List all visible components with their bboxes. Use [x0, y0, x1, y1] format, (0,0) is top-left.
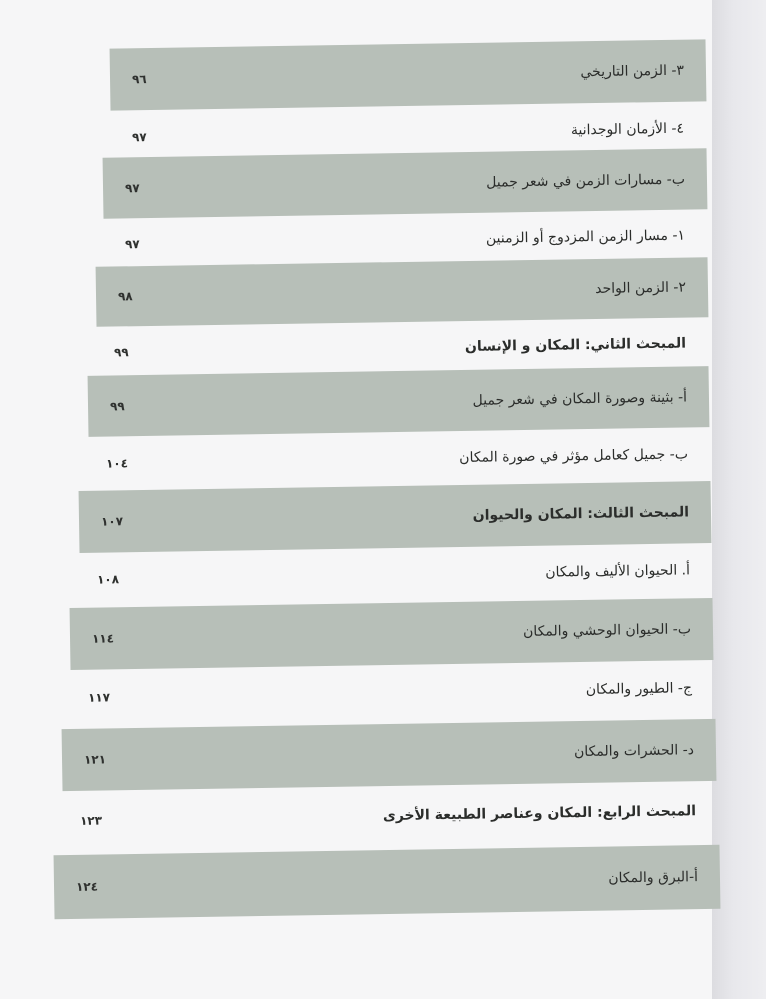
toc-entry-page: ١٠٧ [100, 514, 124, 529]
toc-heading-title: المبحث الرابع: المكان وعناصر الطبيعة الأخرى [382, 803, 697, 825]
toc-entry-title: أ- بثينة وصورة المكان في شعر جميل [472, 388, 688, 409]
toc-entry-page: ١١٧ [87, 690, 111, 705]
toc-entry-title: ب- مسارات الزمن في شعر جميل [486, 171, 686, 191]
toc-entry-title: ٢- الزمن الواحد [595, 279, 687, 297]
toc-entry-page: ٩٩ [109, 398, 125, 414]
toc-entry-title: ب- الحيوان الوحشي والمكان [522, 621, 692, 640]
toc-entry-title: أ. الحيوان الأليف والمكان [545, 562, 691, 581]
toc-entry-page: ١٠٤ [105, 456, 129, 471]
toc-entry-page: ٩٨ [117, 289, 133, 304]
toc-entry-title: ٣- الزمن التاريخي [580, 62, 685, 81]
toc-entry-page: ٩٩ [113, 345, 129, 360]
toc-entry-page: ١٢١ [83, 752, 107, 767]
toc-entry-page: ١٠٨ [96, 572, 120, 587]
toc-entry-page: ١٢٤ [75, 879, 99, 894]
toc-heading-title: المبحث الثالث: المكان والحيوان [472, 504, 690, 524]
page-edge [712, 0, 766, 999]
toc-entry-page: ١٢٣ [79, 813, 103, 828]
toc-entry-title: ج- الطيور والمكان [585, 680, 693, 698]
toc-entry-page: ٩٦ [131, 72, 147, 87]
toc-heading [58, 781, 719, 851]
toc-entry-page: ٩٧ [124, 180, 140, 195]
toc-entry [66, 659, 715, 727]
toc-entry-page: ١١٤ [91, 631, 115, 646]
toc-heading-title: المبحث الثاني: المكان و الإنسان [464, 335, 687, 355]
toc-entry [54, 845, 721, 919]
toc-entry-title: ب- جميل كعامل مؤثر في صورة المكان [459, 446, 689, 467]
toc-entry-title: ١- مسار الزمن المزدوج أو الزمنين [485, 227, 686, 247]
toc-entry [62, 719, 717, 791]
toc-entry-title: ٤- الأزمان الوجدانية [570, 120, 685, 139]
toc-entry-page: ٩٧ [124, 237, 140, 252]
toc-entry-title: أ-البرق والمكان [608, 869, 699, 887]
toc-entry-page: ٩٧ [131, 130, 147, 145]
toc-entry [70, 598, 714, 670]
toc-entry-title: د- الحشرات والمكان [573, 742, 695, 761]
